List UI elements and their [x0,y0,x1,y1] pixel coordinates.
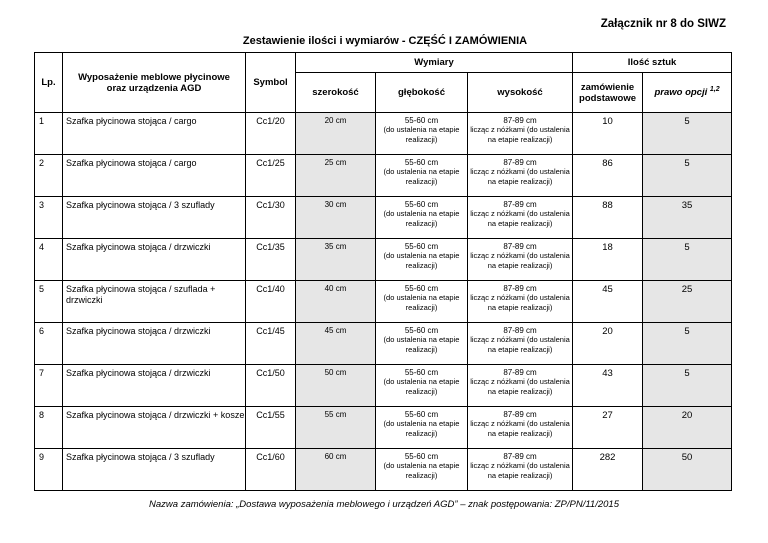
header-wysokosc: wysokość [468,73,573,113]
header-lp: Lp. [35,53,63,113]
cell-glebokosc [376,449,468,491]
table-body [35,113,732,491]
cell-wysokosc [468,323,573,365]
document-title-text: Zestawienie ilości i wymiarów - CZĘŚĆ I ZAMÓWIENIA [242,35,528,47]
cell-wysokosc-note: licząc z nóżkami (do ustalenia na etapie realizacji) [470,461,570,480]
cell-lp: 7 [35,365,63,407]
cell-podstawowe: 43 [573,365,643,407]
cell-prawo-opcji: 5 [643,323,732,365]
cell-symbol: Cc1/55 [246,407,296,449]
cell-name: Szafka płycinowa stojąca / drzwiczki [63,323,246,365]
cell-glebokosc [376,239,468,281]
cell-wysokosc-value: 87-89 cm [503,368,537,377]
cell-name: Szafka płycinowa stojąca / 3 szuflady [63,449,246,491]
cell-glebokosc-note: (do ustalenia na etapie realizacji) [383,461,460,480]
cell-glebokosc [376,365,468,407]
table-row [35,323,732,365]
cell-wysokosc-value: 87-89 cm [503,326,537,335]
cell-symbol: Cc1/45 [246,323,296,365]
cell-wysokosc [468,365,573,407]
cell-glebokosc-note: (do ustalenia na etapie realizacji) [383,125,460,144]
cell-glebokosc [376,155,468,197]
cell-glebokosc-note: (do ustalenia na etapie realizacji) [383,293,460,312]
cell-name: Szafka płycinowa stojąca / drzwiczki [63,365,246,407]
cell-name: Szafka płycinowa stojąca / 3 szuflady [63,197,246,239]
cell-szerokosc: 35 cm [296,239,376,281]
cell-prawo-opcji: 35 [643,197,732,239]
cell-podstawowe: 88 [573,197,643,239]
cell-wysokosc-value: 87-89 cm [503,116,537,125]
cell-lp: 5 [35,281,63,323]
header-wymiary: Wymiary [296,53,573,73]
header-symbol: Symbol [246,53,296,113]
cell-name: Szafka płycinowa stojąca / cargo [63,113,246,155]
cell-name: Szafka płycinowa stojąca / drzwiczki + kosze [63,407,246,449]
cell-glebokosc-note: (do ustalenia na etapie realizacji) [383,167,460,186]
header-podstawowe: zamówienie podstawowe [573,73,643,113]
cell-wysokosc-value: 87-89 cm [503,410,537,419]
cell-glebokosc-value: 55-60 cm [404,158,439,167]
cell-name: Szafka płycinowa stojąca / drzwiczki [63,239,246,281]
cell-szerokosc: 40 cm [296,281,376,323]
cell-podstawowe: 86 [573,155,643,197]
cell-prawo-opcji: 5 [643,365,732,407]
cell-glebokosc-note: (do ustalenia na etapie realizacji) [383,251,460,270]
cell-wysokosc-value: 87-89 cm [503,452,537,461]
header-prawo-opcji [643,73,732,113]
cell-wysokosc-note: licząc z nóżkami (do ustalenia na etapie realizacji) [470,293,570,312]
cell-glebokosc-value: 55-60 cm [404,116,439,125]
cell-wysokosc-note: licząc z nóżkami (do ustalenia na etapie realizacji) [470,251,570,270]
cell-symbol: Cc1/20 [246,113,296,155]
table-row [35,239,732,281]
table-row [35,365,732,407]
cell-wysokosc-note: licząc z nóżkami (do ustalenia na etapie realizacji) [470,335,570,354]
cell-glebokosc-note: (do ustalenia na etapie realizacji) [383,419,460,438]
cell-prawo-opcji: 20 [643,407,732,449]
cell-szerokosc: 50 cm [296,365,376,407]
header-ilosc: Ilość sztuk [573,53,732,73]
cell-glebokosc-value: 55-60 cm [404,242,439,251]
header-name: Wyposażenie meblowe płycinowe oraz urządzenia AGD [63,53,246,113]
cell-wysokosc [468,281,573,323]
cell-lp: 4 [35,239,63,281]
cell-wysokosc-note: licząc z nóżkami (do ustalenia na etapie realizacji) [470,125,570,144]
cell-wysokosc-note: licząc z nóżkami (do ustalenia na etapie realizacji) [470,167,570,186]
table-row [35,197,732,239]
cell-podstawowe: 10 [573,113,643,155]
cell-lp: 1 [35,113,63,155]
cell-glebokosc [376,323,468,365]
table-row [35,113,732,155]
document-title [0,35,768,47]
cell-prawo-opcji: 5 [643,155,732,197]
cell-glebokosc-value: 55-60 cm [404,284,439,293]
cell-wysokosc [468,407,573,449]
cell-glebokosc-value: 55-60 cm [404,200,439,209]
cell-wysokosc [468,197,573,239]
annex-label: Załącznik nr 8 do SIWZ [600,18,726,30]
cell-podstawowe: 20 [573,323,643,365]
cell-podstawowe: 27 [573,407,643,449]
cell-symbol: Cc1/50 [246,365,296,407]
cell-symbol: Cc1/30 [246,197,296,239]
table-row [35,449,732,491]
cell-wysokosc-note: licząc z nóżkami (do ustalenia na etapie realizacji) [470,419,570,438]
cell-szerokosc: 45 cm [296,323,376,365]
cell-podstawowe: 45 [573,281,643,323]
cell-glebokosc-note: (do ustalenia na etapie realizacji) [383,209,460,228]
header-prawo-sup: 1,2 [709,86,720,94]
cell-prawo-opcji: 5 [643,113,732,155]
cell-name: Szafka płycinowa stojąca / szuflada + drzwiczki [63,281,246,323]
cell-lp: 6 [35,323,63,365]
cell-glebokosc-note: (do ustalenia na etapie realizacji) [383,335,460,354]
cell-lp: 2 [35,155,63,197]
cell-lp: 8 [35,407,63,449]
cell-glebokosc [376,197,468,239]
cell-podstawowe: 18 [573,239,643,281]
cell-symbol: Cc1/35 [246,239,296,281]
cell-szerokosc: 60 cm [296,449,376,491]
cell-wysokosc [468,113,573,155]
cell-wysokosc-value: 87-89 cm [503,284,537,293]
cell-symbol: Cc1/25 [246,155,296,197]
table-row [35,407,732,449]
cell-symbol: Cc1/60 [246,449,296,491]
cell-wysokosc [468,239,573,281]
cell-lp: 3 [35,197,63,239]
quantities-table [34,52,732,491]
cell-wysokosc-value: 87-89 cm [503,200,537,209]
cell-glebokosc [376,281,468,323]
cell-szerokosc: 55 cm [296,407,376,449]
header-prawo-label: prawo opcji [654,87,708,99]
cell-wysokosc [468,155,573,197]
cell-name: Szafka płycinowa stojąca / cargo [63,155,246,197]
cell-glebokosc [376,407,468,449]
cell-wysokosc-value: 87-89 cm [503,242,537,251]
cell-symbol: Cc1/40 [246,281,296,323]
cell-podstawowe: 282 [573,449,643,491]
cell-wysokosc-note: licząc z nóżkami (do ustalenia na etapie realizacji) [470,377,570,396]
cell-szerokosc: 25 cm [296,155,376,197]
cell-wysokosc [468,449,573,491]
cell-wysokosc-note: licząc z nóżkami (do ustalenia na etapie realizacji) [470,209,570,228]
cell-glebokosc-note: (do ustalenia na etapie realizacji) [383,377,460,396]
cell-szerokosc: 30 cm [296,197,376,239]
cell-szerokosc: 20 cm [296,113,376,155]
cell-glebokosc-value: 55-60 cm [404,452,439,461]
header-glebokosc: głębokość [376,73,468,113]
cell-glebokosc-value: 55-60 cm [404,326,439,335]
header-szerokosc: szerokość [296,73,376,113]
cell-prawo-opcji: 25 [643,281,732,323]
cell-wysokosc-value: 87-89 cm [503,158,537,167]
cell-glebokosc-value: 55-60 cm [404,410,439,419]
cell-glebokosc [376,113,468,155]
footer-note: Nazwa zamówienia: „Dostawa wyposażenia meblowego i urządzeń AGD” – znak postępowania: ZP/PN/11/2015 [149,499,619,510]
cell-prawo-opcji: 5 [643,239,732,281]
table-row [35,281,732,323]
cell-glebokosc-value: 55-60 cm [404,368,439,377]
cell-prawo-opcji: 50 [643,449,732,491]
table-row [35,155,732,197]
cell-lp: 9 [35,449,63,491]
